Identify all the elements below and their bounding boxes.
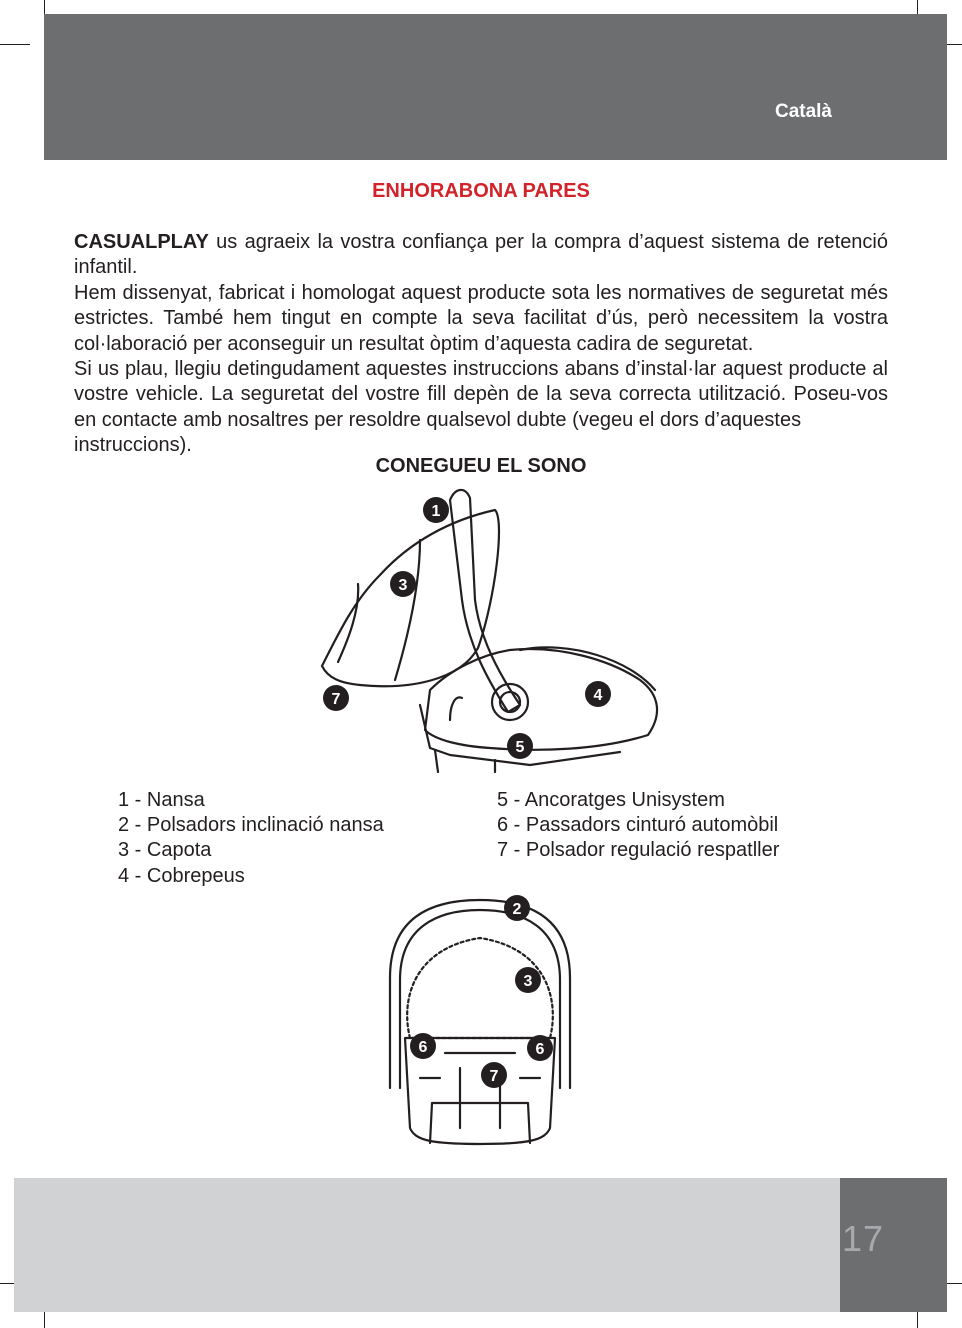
intro-text <box>74 230 888 459</box>
intro-paragraph-2: Hem dissenyat, fabricat i homologat aquest producte sota les normatives de seguretat més estrictes. També hem tingut en compte la seva facilitat d’ús, però necessitem la vostra col·laboració per aconseguir un resultat òptim d’aquesta cadira de seguretat. <box>74 281 888 355</box>
intro-paragraph-1 <box>74 230 888 281</box>
language-label: Català <box>774 101 832 122</box>
part-item: 4 - Cobrepeus <box>118 864 245 887</box>
header-bar <box>44 14 947 160</box>
parts-list-left <box>118 788 384 889</box>
intro-paragraph-3-end: instruccions). <box>74 434 192 457</box>
canopy-fold <box>338 584 358 662</box>
brand-name: CASUALPLAY <box>74 231 209 253</box>
callout <box>390 571 416 597</box>
callout <box>507 733 533 759</box>
callout-label: 5 <box>515 739 525 756</box>
callout <box>481 1062 507 1088</box>
callout-label: 3 <box>398 577 408 594</box>
intro-p1: us agraeix la vostra confiança per la compra d’aquest sistema de retenció infantil. <box>74 231 888 279</box>
callout <box>504 895 530 921</box>
callout-label: 2 <box>512 901 522 918</box>
callout-label: 6 <box>418 1039 428 1056</box>
page-number: 17 <box>842 1218 885 1259</box>
part-item: 7 - Polsador regulació respatller <box>497 839 780 862</box>
callout <box>515 967 541 993</box>
car-seat-front-illustration <box>370 888 590 1153</box>
parts-list-right <box>497 788 779 864</box>
callout-label: 7 <box>489 1068 499 1085</box>
footer-bar <box>14 1178 840 1312</box>
part-item: 1 - Nansa <box>118 789 205 811</box>
callout-label: 4 <box>593 687 603 704</box>
callout <box>423 497 449 523</box>
part-item: 2 - Polsadors inclinació nansa <box>118 814 384 837</box>
car-seat-side-illustration <box>300 480 680 780</box>
crop-mark <box>0 44 30 45</box>
callout <box>410 1033 436 1059</box>
part-item: 3 - Capota <box>118 839 212 862</box>
part-item: 5 - Ancoratges Unisystem <box>497 789 725 811</box>
callout-label: 7 <box>331 691 341 708</box>
callout <box>585 681 611 707</box>
canopy-fold <box>395 540 420 680</box>
callout <box>323 685 349 711</box>
callout <box>527 1035 553 1061</box>
callout-label: 6 <box>535 1041 545 1058</box>
intro-paragraph-3: Si us plau, llegiu detingudament aquestes instruccions abans d’instal·lar aquest producte al vostre vehicle. La seguretat del vostre fill depèn de la seva correcta utilització. Poseu-vos en contacte amb nosaltres per resoldre qualsevol dubte (vegeu el dors d’aquestes <box>74 358 888 431</box>
callout-label: 1 <box>431 503 441 520</box>
section-subtitle: CONEGUEU EL SONO <box>375 455 587 477</box>
callout-label: 3 <box>523 973 533 990</box>
handle <box>450 490 520 712</box>
page-title: ENHORABONA PARES <box>372 180 590 202</box>
footrest-cover <box>520 647 655 690</box>
part-item: 6 - Passadors cinturó automòbil <box>497 814 779 837</box>
